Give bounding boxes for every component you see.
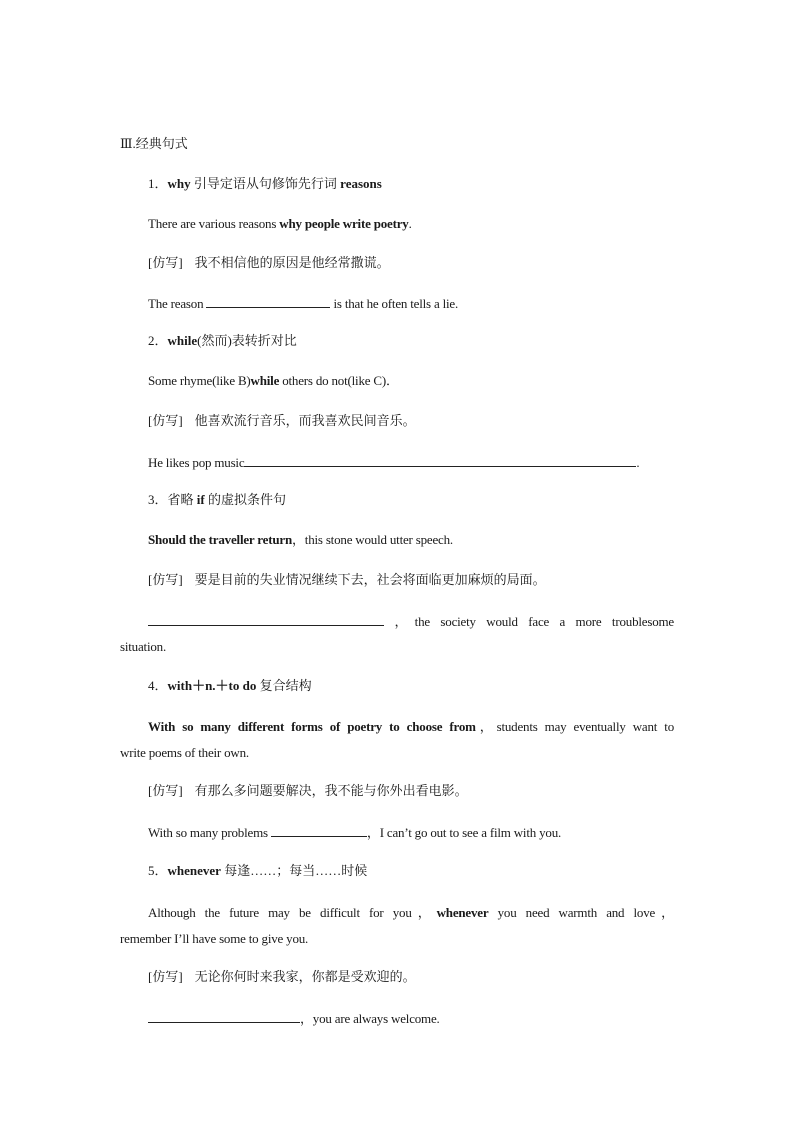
item-2-imitate: [仿写] 他喜欢流行音乐，而我喜欢民间音乐。 <box>148 413 416 428</box>
item-5-example-line1: Although the future may be difficult for you，whenever you need warmth and love， <box>148 905 674 920</box>
answer-blank[interactable] <box>148 613 384 626</box>
item-4-imitate: [仿写] 有那么多问题要解决，我不能与你外出看电影。 <box>148 783 468 798</box>
answer-blank[interactable] <box>206 295 330 308</box>
answer-blank[interactable] <box>244 454 636 467</box>
item-5-heading: 5．whenever 每逢……；每当……时候 <box>148 863 368 878</box>
item-3-heading: 3．省略 if 的虚拟条件句 <box>148 492 286 507</box>
answer-blank[interactable] <box>148 1010 300 1023</box>
item-4-heading: 4．with＋n.＋to do 复合结构 <box>148 678 312 693</box>
item-1-heading: 1．why 引导定语从句修饰先行词 reasons <box>148 176 382 191</box>
item-3-imitate: [仿写] 要是目前的失业情况继续下去，社会将面临更加麻烦的局面。 <box>148 572 546 587</box>
section-title: Ⅲ.经典句式 <box>120 136 188 151</box>
item-5-imitate: [仿写] 无论你何时来我家，你都是受欢迎的。 <box>148 969 416 984</box>
item-3-answer-line1: ，the society would face a more troublesome <box>148 613 674 630</box>
item-4-answer: With so many problems ，I can’t go out to see a film with you. <box>148 825 562 840</box>
item-2-answer: He likes pop music . <box>148 455 640 470</box>
item-1-answer: The reason is that he often tells a lie. <box>148 296 459 311</box>
item-3-example: Should the traveller return，this stone would utter speech. <box>148 532 453 547</box>
item-2-example: Some rhyme(like B)while others do not(like C)． <box>148 373 399 388</box>
item-5-answer: ，you are always welcome. <box>148 1010 440 1027</box>
item-2-heading: 2．while(然而)表转折对比 <box>148 333 297 348</box>
item-5-example-line2: remember I’ll have some to give you. <box>120 931 309 946</box>
item-1-example: There are various reasons why people write poetry. <box>148 216 412 231</box>
answer-blank[interactable] <box>271 824 367 837</box>
item-4-example-line2: write poems of their own. <box>120 745 249 760</box>
item-3-answer-line2: situation. <box>120 639 167 654</box>
item-1-imitate: [仿写] 我不相信他的原因是他经常撒谎。 <box>148 255 390 270</box>
item-4-example-line1: With so many different forms of poetry to choose from，students may eventually want to <box>148 719 674 734</box>
